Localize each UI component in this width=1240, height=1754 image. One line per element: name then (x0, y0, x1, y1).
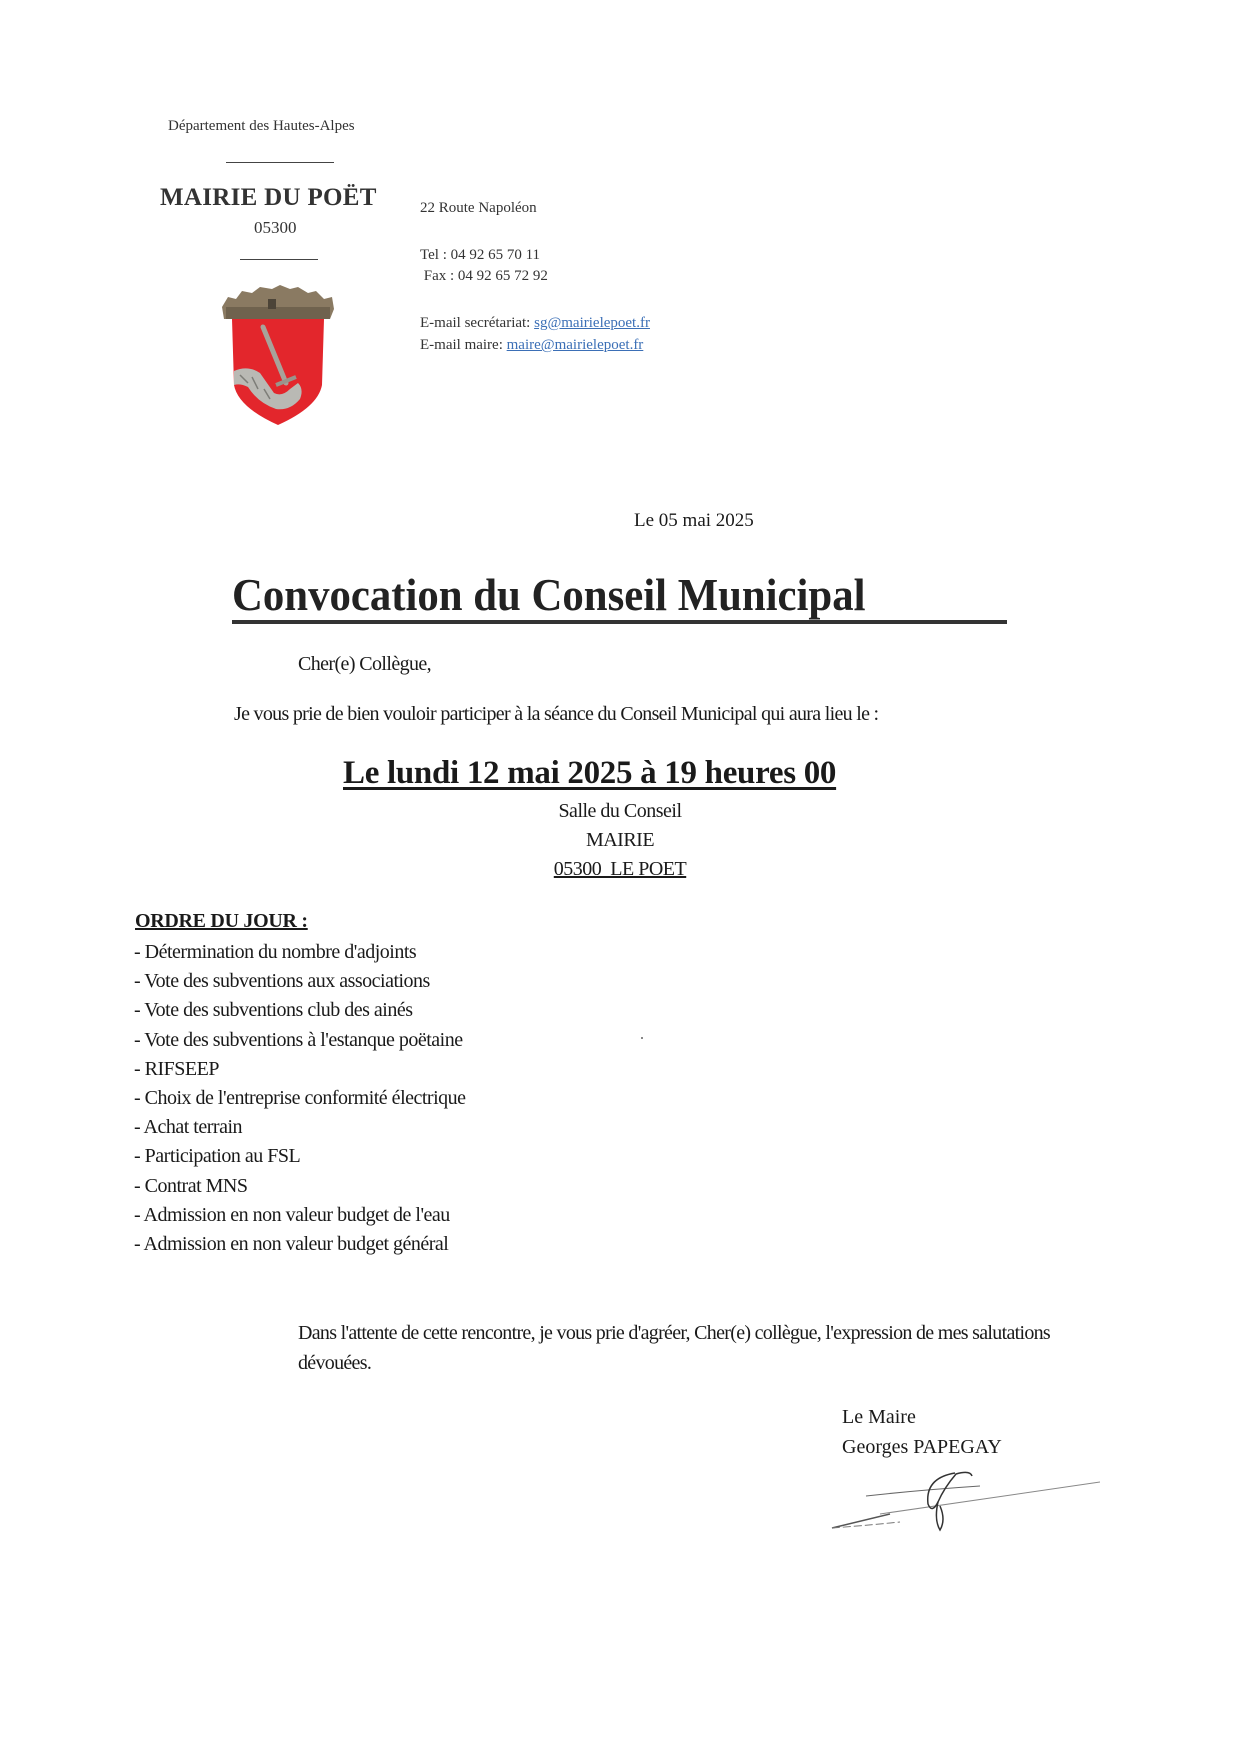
intro-text: Je vous prie de bien vouloir participer à la séance du Conseil Municipal qui aura lieu le : (234, 703, 879, 725)
mairie-name: MAIRIE DU POËT (160, 184, 377, 211)
agenda-item: - Achat terrain (134, 1116, 242, 1139)
location-city-text: 05300 LE POET (553, 858, 687, 880)
address: 22 Route Napoléon (420, 200, 537, 216)
location-building: MAIRIE (585, 829, 655, 851)
agenda-title: ORDRE DU JOUR : (135, 910, 308, 932)
agenda-item: - Vote des subventions à l'estanque poëtaine (134, 1028, 463, 1051)
email-maire-link[interactable]: maire@mairielepoet.fr (506, 337, 644, 353)
agenda-item: - Contrat MNS (134, 1174, 248, 1197)
divider (240, 259, 318, 260)
email-maire-row (420, 337, 643, 354)
department-label: Département des Hautes-Alpes (168, 118, 355, 134)
email-secretariat-row (420, 315, 650, 332)
title-underline (232, 620, 1007, 624)
agenda-item: - Admission en non valeur budget général (134, 1232, 449, 1255)
meeting-datetime: Le lundi 12 mai 2025 à 19 heures 00 (343, 755, 837, 791)
agenda-item: - Vote des subventions aux associations (134, 970, 430, 993)
email-maire-label: E-mail maire: (420, 337, 507, 353)
signature-icon (830, 1470, 1100, 1540)
greeting: Cher(e) Collègue, (298, 653, 432, 675)
letter-date: Le 05 mai 2025 (634, 510, 754, 531)
closing-text: Dans l'attente de cette rencontre, je vous prie d'agréer, Cher(e) collègue, l'expression de mes salutations dévouées. (298, 1322, 1051, 1374)
agenda-item: - Vote des subventions club des ainés (134, 999, 413, 1022)
agenda-list (134, 938, 466, 1259)
agenda-item: - Détermination du nombre d'adjoints (134, 941, 417, 963)
agenda-item: - Choix de l'entreprise conformité électrique (134, 1086, 466, 1109)
agenda-item: - RIFSEEP (134, 1057, 219, 1080)
agenda-item: - Admission en non valeur budget de l'eau (134, 1203, 450, 1226)
coat-of-arms-icon (218, 285, 336, 427)
email-secretariat-label: E-mail secrétariat: (420, 315, 535, 331)
location-room: Salle du Conseil (558, 800, 682, 822)
telephone: Tel : 04 92 65 70 11 (420, 247, 541, 263)
divider (226, 162, 334, 163)
email-secretariat-link[interactable]: sg@mairielepoet.fr (534, 315, 650, 331)
agenda-item: - Participation au FSL (134, 1145, 301, 1168)
fax: Fax : 04 92 65 72 92 (420, 268, 548, 284)
page-title: Convocation du Conseil Municipal (232, 569, 866, 620)
signatory-role: Le Maire (842, 1406, 916, 1428)
signatory-name: Georges PAPEGAY (842, 1436, 1002, 1458)
location-city (470, 858, 770, 881)
mairie-postal-code: 05300 (254, 218, 297, 237)
scan-speck (641, 1037, 643, 1039)
